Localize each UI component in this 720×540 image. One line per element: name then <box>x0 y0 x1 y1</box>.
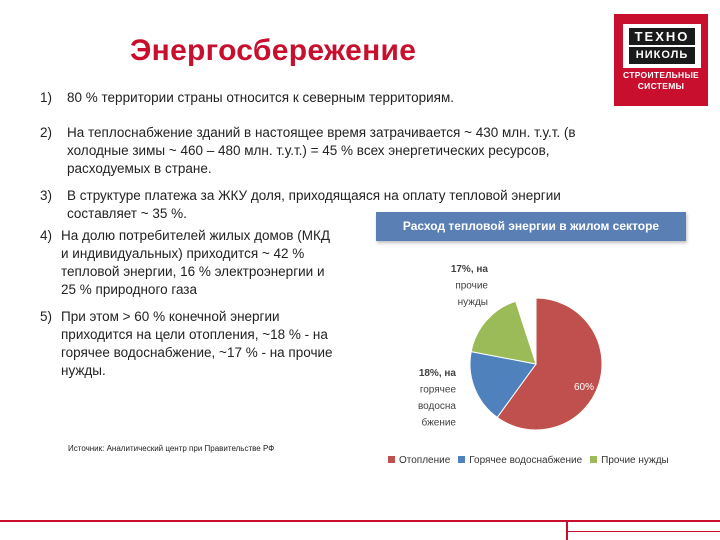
logo-word-1: ТЕХНО <box>629 28 695 45</box>
list-item-number: 4) <box>40 228 53 243</box>
list-item-line: холодные зимы ~ 460 – 480 млн. т.у.т.) = 45 % всех энергетических ресурсов, <box>67 143 550 158</box>
data-label-hot-water-line: горячее <box>419 384 456 396</box>
list-item-5 <box>40 308 375 380</box>
legend-item-heating <box>388 455 450 466</box>
data-label-heating: 60% <box>574 382 595 393</box>
page-title: Энергосбережение <box>130 34 417 67</box>
footer-divider-tick <box>566 520 568 540</box>
list-item-line: 25 % природного газа <box>61 282 198 297</box>
list-item-line: горячее водоснабжение, ~17 % - на прочие <box>61 345 333 360</box>
list-item-number: 5) <box>40 309 53 324</box>
logo-tagline-line-2: СИСТЕМЫ <box>637 81 685 91</box>
data-label-other-needs-line: 17%, на <box>450 264 488 275</box>
list-item-number: 2) <box>40 125 53 140</box>
legend-swatch <box>590 456 597 463</box>
legend-label: Прочие нужды <box>601 455 669 466</box>
list-item-line: и индивидуальных) приходится ~ 42 % <box>61 246 305 261</box>
list-item-number: 1) <box>40 90 53 105</box>
legend-label: Отопление <box>399 455 451 466</box>
pie-chart <box>376 244 696 449</box>
list-item-number: 3) <box>40 188 53 203</box>
footer-divider-secondary <box>568 531 720 532</box>
logo-wordmark <box>623 24 701 68</box>
list-item-line: На долю потребителей жилых домов (МКД <box>61 228 330 243</box>
list-item-line: тепловой энергии, 16 % электроэнергии и <box>61 264 325 279</box>
list-item-line: составляет ~ 35 %. <box>67 206 187 221</box>
chart-legend <box>388 455 698 466</box>
list-item-2 <box>40 124 710 178</box>
list-item-line: В структуре платежа за ЖКУ доля, приходящаяся на оплату тепловой энергии <box>67 188 561 203</box>
legend-item-other-needs <box>590 455 669 466</box>
data-label-other-needs-line: нужды <box>457 297 488 308</box>
list-item-line: приходится на цели отопления, ~18 % - на <box>61 327 328 342</box>
legend-swatch <box>458 456 465 463</box>
data-label-hot-water-line: водосна <box>417 401 456 412</box>
list-item-line: При этом > 60 % конечной энергии <box>61 309 280 324</box>
data-label-other-needs-line: прочие <box>455 280 488 292</box>
data-label-hot-water-line: бжение <box>421 417 456 429</box>
legend-label: Горячее водоснабжение <box>469 455 583 466</box>
logo-word-2: НИКОЛЬ <box>629 47 695 64</box>
legend-item-hot-water <box>458 455 582 466</box>
legend-swatch <box>388 456 395 463</box>
list-item-4 <box>40 227 375 299</box>
list-item-line: расходуемых в стране. <box>67 161 212 176</box>
list-item-line: нужды. <box>61 363 106 378</box>
source-note: Источник: Аналитический центр при Правительстве РФ <box>68 444 275 453</box>
footer-divider <box>0 520 720 522</box>
data-label-hot-water-line: 18%, на <box>418 368 456 379</box>
list-item-1 <box>40 89 700 107</box>
logo-tagline-line-1: СТРОИТЕЛЬНЫЕ <box>622 70 700 80</box>
list-item-line: 80 % территории страны относится к северным территориям. <box>67 90 455 105</box>
chart-title: Расход тепловой энергии в жилом секторе <box>376 212 686 241</box>
list-item-line: На теплоснабжение зданий в настоящее время затрачивается ~ 430 млн. т.у.т. (в <box>67 125 576 140</box>
